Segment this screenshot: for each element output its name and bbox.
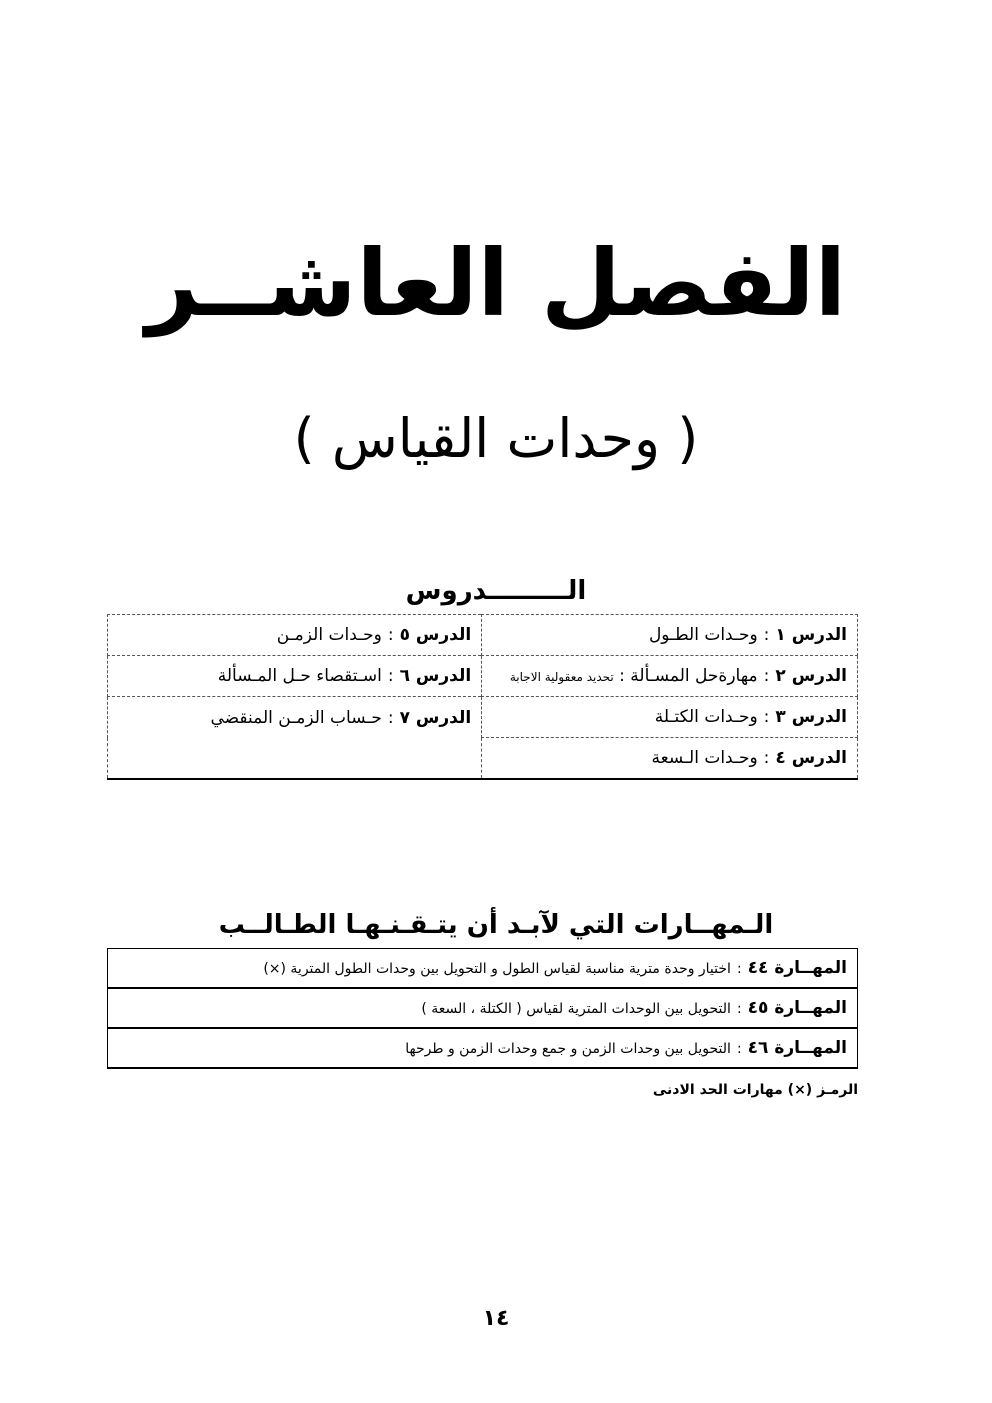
lesson-7	[108, 697, 482, 780]
lesson-title: وحـدات الـسعة	[651, 748, 758, 768]
lesson-title: حـساب الزمـن المنقضي	[210, 708, 382, 728]
lesson-label: الدرس ٣	[775, 707, 847, 727]
skill-44	[108, 949, 858, 989]
lesson-separator: :	[763, 707, 770, 727]
lesson-note: تحديد معقولية الاجابة	[509, 670, 614, 684]
lesson-2	[482, 656, 858, 697]
skill-text: التحويل بين وحدات الزمن و جمع وحدات الزمن و طرحها	[405, 1041, 731, 1057]
table-row	[108, 949, 858, 989]
table-row	[108, 697, 858, 738]
lesson-title: وحـدات الطـول	[648, 625, 758, 645]
lesson-4	[482, 738, 858, 780]
chapter-subtitle: ( وحدات القياس )	[293, 407, 699, 470]
lesson-separator: :	[387, 708, 394, 728]
skill-label: المهــارة ٤٦	[747, 1038, 847, 1058]
lesson-label: الدرس ٧	[399, 708, 472, 728]
skill-label: المهــارة ٤٥	[747, 998, 847, 1018]
lesson-3	[482, 697, 858, 738]
lesson-title: وحـدات الكتـلة	[654, 707, 758, 727]
skills-table	[107, 948, 858, 1069]
legend-note: الرمـز (×) مهارات الحد الادنى	[652, 1082, 858, 1098]
lesson-label: الدرس ٦	[399, 666, 472, 686]
lesson-label: الدرس ١	[775, 625, 847, 645]
skill-separator: :	[736, 1041, 742, 1057]
lesson-label: الدرس ٢	[775, 666, 847, 686]
skill-text: اختيار وحدة مترية مناسبة لقياس الطول و التحويل بين وحدات الطول المترية (×)	[263, 961, 731, 977]
lesson-separator: :	[387, 666, 394, 686]
skill-text: التحويل بين الوحدات المترية لقياس ( الكتلة ، السعة )	[421, 1001, 731, 1017]
lesson-separator: :	[387, 625, 394, 645]
lesson-title: وحـدات الزمـن	[276, 625, 382, 645]
lessons-table	[107, 614, 858, 780]
lesson-separator: :	[763, 625, 770, 645]
table-row	[108, 988, 858, 1028]
skill-46	[108, 1028, 858, 1068]
table-row	[108, 656, 858, 697]
lesson-label: الدرس ٤	[775, 748, 847, 768]
lesson-separator: :	[763, 748, 770, 768]
chapter-title: الفصل العاشــر	[145, 230, 847, 337]
skill-label: المهــارة ٤٤	[747, 958, 847, 978]
lesson-5	[108, 615, 482, 656]
skills-heading: الـمهــارات التي لآبـد أن يتـقـنـهـا الطـالــب	[218, 910, 774, 940]
skill-45	[108, 988, 858, 1028]
lesson-separator: :	[763, 666, 770, 686]
lesson-1	[482, 615, 858, 656]
skill-separator: :	[736, 961, 742, 977]
table-row	[108, 1028, 858, 1068]
lesson-label: الدرس ٥	[399, 625, 472, 645]
lesson-6	[108, 656, 482, 697]
lesson-title: اسـتقصاء حـل المـسألة	[217, 666, 382, 686]
lesson-title: مهارةحل المسـألة :	[619, 666, 758, 686]
lessons-heading: الـــــــــدروس	[405, 576, 587, 606]
table-row	[108, 615, 858, 656]
page-number: ١٤	[482, 1306, 510, 1331]
skill-separator: :	[736, 1001, 742, 1017]
